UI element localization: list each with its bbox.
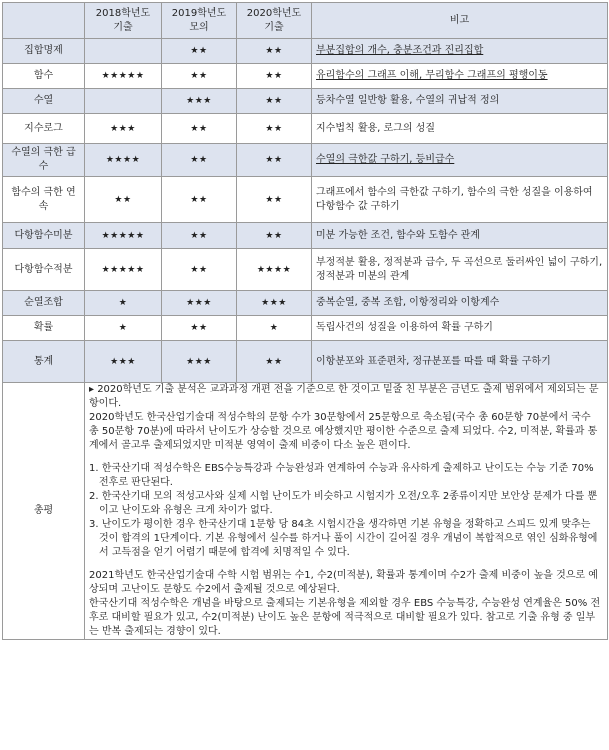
subject-cell: 통계	[3, 341, 85, 383]
summary-paragraph: 한국산기대 적성수학은 개념을 바탕으로 출제되는 기본유형을 제외할 경우 EBS 수능특강, 수능완성 연계율은 50% 전후로 대비할 필요가 있고, 수2(미적분) 난이도 높은 문항에 적극적으로 대비할 필요가 있다. 참고로 기출 유형 중 일부는 반복 출제되는 경향이 있다.	[89, 598, 601, 637]
star-rating-2018: ★★★	[85, 341, 162, 383]
star-rating-2020: ★★	[237, 64, 312, 89]
table-row	[3, 223, 608, 249]
subject-cell: 순열조합	[3, 291, 85, 316]
summary-list-item: 3. 난이도가 평이한 경우 한국산기대 1문항 당 84초 시험시간을 생각하면 기본 유형을 정확하고 스피드 있게 맞추는 것이 합격의 1단계이다. 기본 유형에서 실수를 하거나 풀이 시간이 길어질 경우 개념이 복합적으로 엮인 심화유형에서 고득점을 얻기 어렵기 때문에 합격에 치명적일 수 있다.	[89, 519, 598, 558]
summary-list-item: 2. 한국산기대 모의 적성고사와 실제 시험 난이도가 비슷하고 시험지가 오전/오후 2종류이지만 보안상 문제가 다를 뿐이고 난이도와 유형은 크게 차이가 없다.	[89, 491, 598, 516]
table-row	[3, 316, 608, 341]
star-rating-2019: ★★	[162, 223, 237, 249]
star-rating-2019: ★★	[162, 249, 237, 291]
star-rating-2020: ★	[237, 316, 312, 341]
star-rating-2020: ★★	[237, 114, 312, 144]
note-cell: 부분집합의 개수, 충분조건과 진리집합	[312, 39, 608, 64]
table-row	[3, 64, 608, 89]
note-cell: 이항분포와 표준편차, 정규분포를 따를 때 확률 구하기	[312, 341, 608, 383]
summary-paragraph: 2020학년도 한국산업기술대 적성수학의 문항 수가 30문항에서 25문항으로 축소됨(국수 총 60문항 70분에서 국수 총 50문항 70분)에 따라서 난이도가 상승할 것으로 예상했지만 평이한 수준으로 출제 되었다. 수2, 미적분, 확률과 통계에서 골고루 출제되었지만 미적분 영역이 출제 비중이 다소 높은 편이다.	[89, 412, 598, 451]
note-cell: 독립사건의 성질을 이용하여 확률 구하기	[312, 316, 608, 341]
star-rating-2019: ★★	[162, 316, 237, 341]
subject-cell: 집합명제	[3, 39, 85, 64]
star-rating-2020: ★★★★	[237, 249, 312, 291]
star-rating-2019: ★★	[162, 64, 237, 89]
star-rating-2019: ★★★	[162, 89, 237, 114]
star-rating-2020: ★★	[237, 223, 312, 249]
note-cell: 미분 가능한 조건, 함수와 도함수 관계	[312, 223, 608, 249]
subject-cell: 다항함수미분	[3, 223, 85, 249]
header-subject	[3, 3, 85, 39]
header-row	[3, 3, 608, 39]
star-rating-2020: ★★	[237, 39, 312, 64]
star-rating-2018	[85, 39, 162, 64]
star-rating-2019: ★★	[162, 114, 237, 144]
star-rating-2019: ★★★	[162, 291, 237, 316]
table-row	[3, 341, 608, 383]
table-row	[3, 89, 608, 114]
star-rating-2018: ★	[85, 316, 162, 341]
star-rating-2020: ★★	[237, 341, 312, 383]
table-row	[3, 177, 608, 223]
summary-note: ▸ 2020학년도 기출 분석은 교과과정 개편 전을 기준으로 한 것이고 밑줄 친 부분은 금년도 출제 범위에서 제외되는 문항이다.	[89, 384, 599, 409]
note-cell: 그래프에서 함수의 극한값 구하기, 함수의 극한 성질을 이용하여 다항함수 값 구하기	[312, 177, 608, 223]
note-cell: 등차수열 일반항 활용, 수열의 귀납적 정의	[312, 89, 608, 114]
summary-list-item: 1. 한국산기대 적성수학은 EBS수능특강과 수능완성과 연계하여 수능과 유사하게 출제하고 난이도는 수능 기준 70% 전후로 판단된다.	[89, 463, 594, 488]
star-rating-2018: ★★★★★	[85, 64, 162, 89]
subject-cell: 함수의 극한 연속	[3, 177, 85, 223]
star-rating-2020: ★★	[237, 177, 312, 223]
note-cell: 지수법칙 활용, 로그의 성질	[312, 114, 608, 144]
star-rating-2020: ★★	[237, 144, 312, 177]
subject-cell: 함수	[3, 64, 85, 89]
header-2019: 2019학년도 모의	[162, 3, 237, 39]
subject-cell: 다항함수적분	[3, 249, 85, 291]
star-rating-2018: ★★★★	[85, 144, 162, 177]
note-cell: 부정적분 활용, 정적분과 급수, 두 곡선으로 둘러싸인 넓이 구하기, 정적분과 미분의 관계	[312, 249, 608, 291]
star-rating-2018: ★★★★★	[85, 249, 162, 291]
summary-row	[3, 383, 608, 640]
star-rating-2018: ★★	[85, 177, 162, 223]
star-rating-2018: ★	[85, 291, 162, 316]
note-cell: 유리함수의 그래프 이해, 무리함수 그래프의 평행이동	[312, 64, 608, 89]
header-2020: 2020학년도 기출	[237, 3, 312, 39]
summary-text	[85, 383, 608, 640]
star-rating-2020: ★★	[237, 89, 312, 114]
subject-cell: 지수로그	[3, 114, 85, 144]
table-row	[3, 114, 608, 144]
exam-analysis-table	[2, 2, 608, 640]
table-row	[3, 249, 608, 291]
table-row	[3, 291, 608, 316]
table-row	[3, 39, 608, 64]
summary-paragraph: 2021학년도 한국산업기술대 수학 시험 범위는 수1, 수2(미적분), 확률과 통계이며 수2가 출제 비중이 높을 것으로 예상되며 고난이도 문항도 수2에서 출제될 것으로 예상된다.	[89, 570, 598, 595]
subject-cell: 수열	[3, 89, 85, 114]
star-rating-2019: ★★	[162, 144, 237, 177]
subject-cell: 수열의 극한 급수	[3, 144, 85, 177]
star-rating-2019: ★★	[162, 177, 237, 223]
star-rating-2018	[85, 89, 162, 114]
star-rating-2019: ★★	[162, 39, 237, 64]
star-rating-2018: ★★★★★	[85, 223, 162, 249]
header-note: 비고	[312, 3, 608, 39]
note-cell: 수열의 극한값 구하기, 등비급수	[312, 144, 608, 177]
summary-label: 총평	[3, 383, 85, 640]
subject-cell: 확률	[3, 316, 85, 341]
star-rating-2019: ★★★	[162, 341, 237, 383]
star-rating-2018: ★★★	[85, 114, 162, 144]
note-cell: 중복순열, 중복 조합, 이항정리와 이항계수	[312, 291, 608, 316]
table-row	[3, 144, 608, 177]
star-rating-2020: ★★★	[237, 291, 312, 316]
header-2018: 2018학년도 기출	[85, 3, 162, 39]
